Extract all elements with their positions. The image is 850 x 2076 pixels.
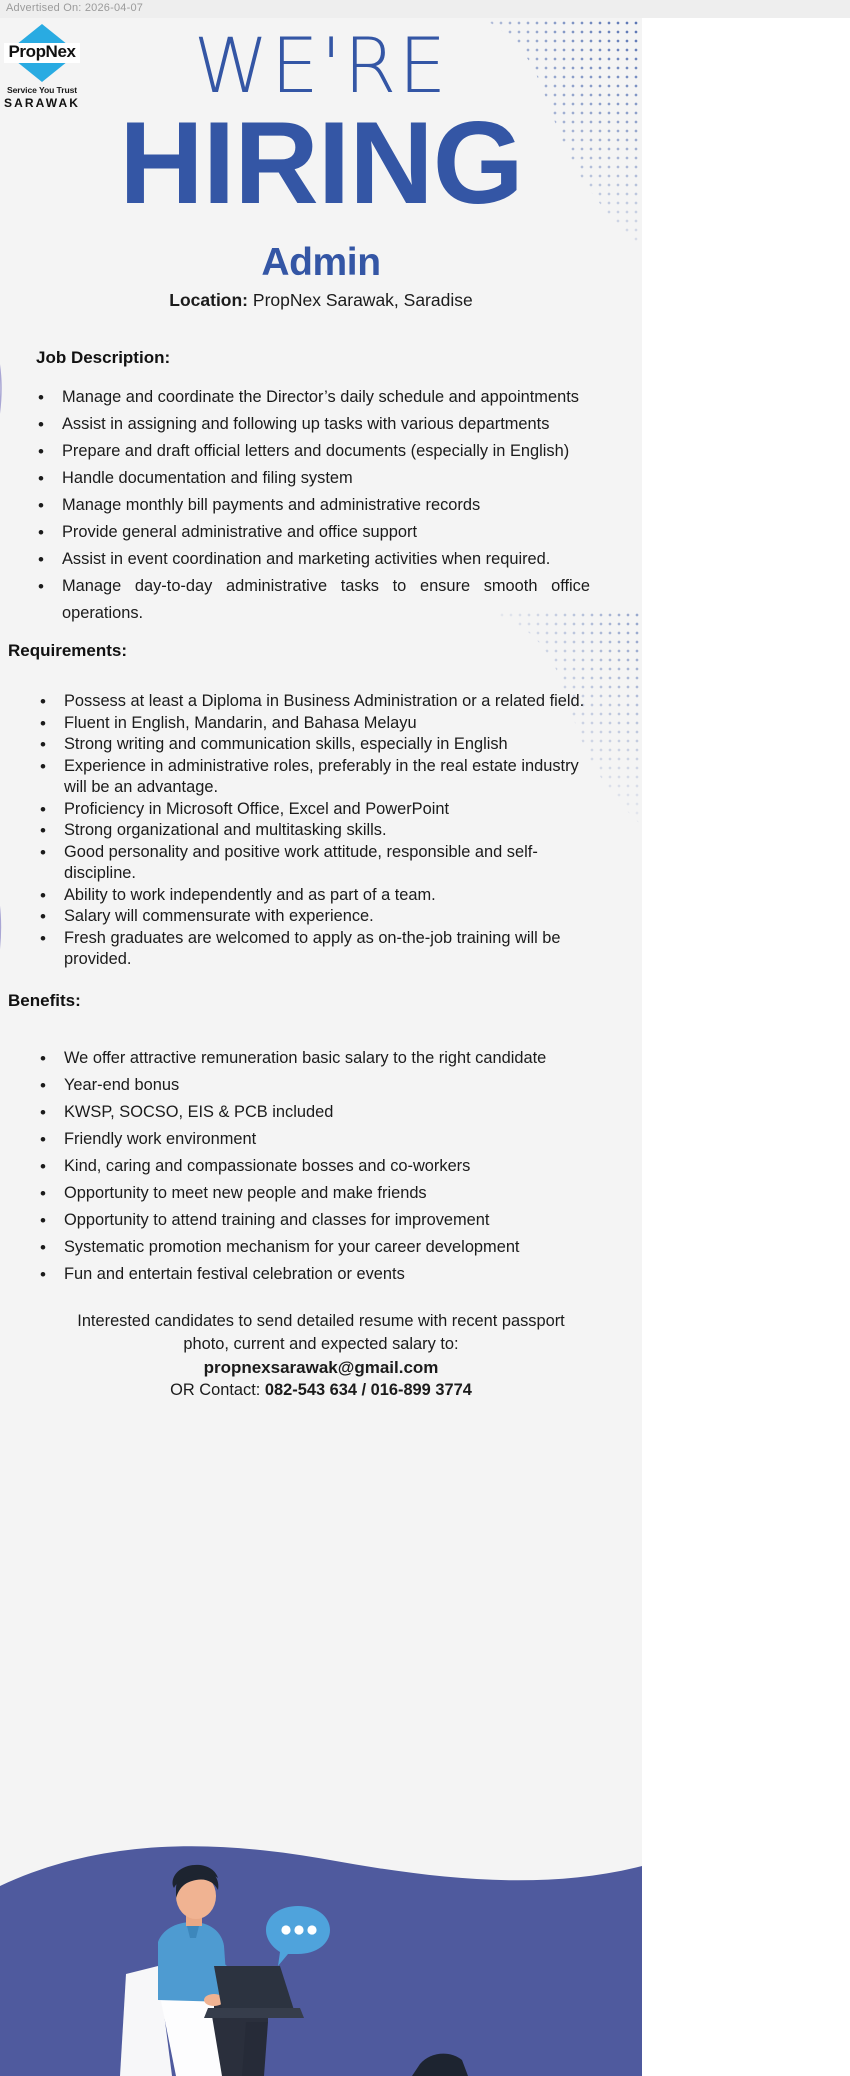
bottom-illustration	[0, 1826, 642, 2076]
list-item: • Assist in event coordination and marketing activities when required.	[62, 546, 600, 573]
list-item: • Systematic promotion mechanism for your career development	[64, 1234, 604, 1261]
list-item: • Ability to work independently and as part of a team.	[64, 885, 604, 907]
hero-line-1: WE'RE	[193, 21, 449, 110]
contact-phone[interactable]: 082-543 634 / 016-899 3774	[264, 1380, 472, 1399]
list-item: • Assist in assigning and following up tasks with various departments	[62, 411, 600, 438]
list-item: • We offer attractive remuneration basic salary to the right candidate	[64, 1045, 604, 1072]
logo-diamond-icon	[4, 22, 80, 84]
benefits-heading: Benefits:	[8, 990, 81, 1010]
hero-line-2: HIRING	[119, 97, 523, 228]
contact-intro: Interested candidates to send detailed resume with recent passport photo, current and expected salary to:	[77, 1311, 565, 1353]
list-item: • Manage monthly bill payments and administrative records	[62, 492, 600, 519]
list-item: • Fresh graduates are welcomed to apply as on-the-job training will be provided.	[64, 928, 604, 971]
list-item: • KWSP, SOCSO, EIS & PCB included	[64, 1099, 604, 1126]
hero-headline	[0, 21, 642, 284]
list-item: • Strong writing and communication skills, especially in English	[64, 734, 604, 756]
list-item: • Manage day-to-day administrative tasks to ensure smooth office operations.	[62, 573, 600, 627]
list-item: • Manage and coordinate the Director’s daily schedule and appointments	[62, 384, 600, 411]
list-item: • Strong organizational and multitasking skills.	[64, 820, 604, 842]
list-item: • Possess at least a Diploma in Business Administration or a related field.	[64, 691, 604, 713]
list-item: • Year-end bonus	[64, 1072, 604, 1099]
logo-region: SARAWAK	[4, 96, 81, 110]
location-line	[0, 288, 642, 312]
list-item: • Handle documentation and filing system	[62, 465, 600, 492]
logo-wordmark: PropNex	[8, 42, 76, 61]
requirements-heading: Requirements:	[8, 641, 128, 660]
logo-tagline: Service You Trust	[6, 85, 78, 95]
list-item: • Prepare and draft official letters and documents (especially in English)	[62, 438, 600, 465]
job-description-heading: Job Description:	[36, 348, 171, 367]
list-item: • Provide general administrative and office support	[62, 519, 600, 546]
list-item: • Proficiency in Microsoft Office, Excel and PowerPoint	[64, 799, 604, 821]
list-item: • Fun and entertain festival celebration or events	[64, 1261, 604, 1288]
list-item: • Fluent in English, Mandarin, and Bahasa Melayu	[64, 713, 604, 735]
list-item: • Experience in administrative roles, preferably in the real estate industry will be an advantage.	[64, 756, 604, 799]
list-item: • Opportunity to meet new people and make friends	[64, 1180, 604, 1207]
advertised-on-text: Advertised On: 2026-04-07	[6, 2, 144, 14]
list-item: • Good personality and positive work attitude, responsible and self-discipline.	[64, 842, 604, 885]
contact-block	[0, 1310, 642, 1402]
location-value: PropNex Sarawak, Saradise	[252, 290, 473, 310]
list-item: • Kind, caring and compassionate bosses and co-workers	[64, 1153, 604, 1180]
right-white-gutter	[642, 0, 850, 2076]
list-item: • Salary will commensurate with experience.	[64, 906, 604, 928]
poster-body	[0, 288, 642, 1402]
location-label: Location:	[169, 290, 249, 310]
contact-email[interactable]: propnexsarawak@gmail.com	[203, 1357, 439, 1377]
benefits-list	[0, 1045, 604, 1288]
requirements-list	[0, 691, 604, 971]
job-description-list	[0, 384, 600, 627]
list-item: • Friendly work environment	[64, 1126, 604, 1153]
list-item: • Opportunity to attend training and classes for improvement	[64, 1207, 604, 1234]
contact-phone-label: OR Contact:	[170, 1380, 261, 1399]
propnex-logo	[4, 22, 80, 110]
page-title: Admin	[261, 241, 381, 284]
poster-canvas	[0, 18, 642, 2076]
